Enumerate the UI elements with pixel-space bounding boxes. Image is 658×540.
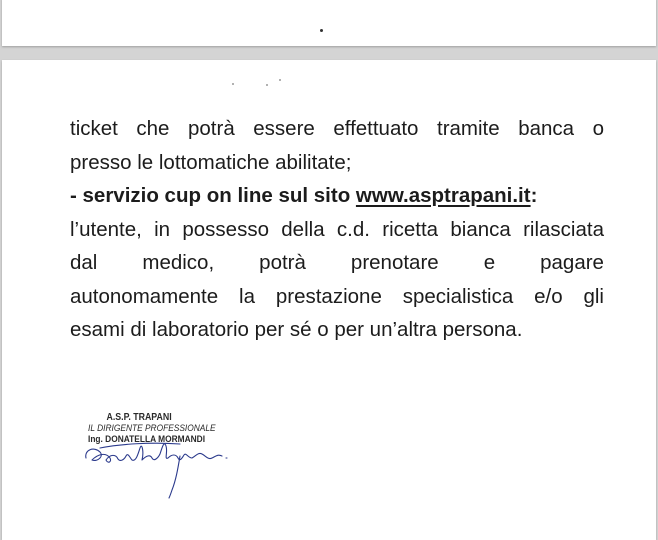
text-line-7: esami di laboratorio per sé o per un’altra persona. <box>70 318 523 341</box>
previous-page-bottom <box>2 0 656 46</box>
text-line-5 <box>70 246 604 280</box>
scan-speck <box>232 83 234 85</box>
colon: : <box>530 184 538 207</box>
word: potrà <box>259 251 306 274</box>
text-line-1: ticket che potrà essere effettuato tramite banca o <box>70 117 604 140</box>
word: e <box>483 251 496 274</box>
website-link[interactable]: www.asptrapani.it <box>355 184 531 207</box>
text-line-3 <box>70 179 604 213</box>
word: medico, <box>142 251 215 274</box>
body-paragraph <box>70 112 604 347</box>
scan-speck <box>279 79 281 81</box>
text-line-2: presso le lottomatiche abilitate; <box>70 150 352 174</box>
word: pagare <box>540 251 604 274</box>
word: dal <box>70 251 98 274</box>
stamp-name: Ing. DONATELLA MORMANDI <box>88 434 206 445</box>
word: prenotare <box>350 251 439 274</box>
service-heading: - servizio cup on line sul sito <box>70 184 351 207</box>
stamp-role: IL DIRIGENTE PROFESSIONALE <box>88 423 216 434</box>
scan-speck <box>266 84 268 86</box>
text-line-6: autonomamente la prestazione specialistica e/o gli <box>70 284 604 308</box>
ink-dot <box>320 29 323 32</box>
stamp-org: A.S.P. TRAPANI <box>106 412 172 423</box>
handwritten-signature <box>80 428 250 500</box>
text-line-4: l’utente, in possesso della c.d. ricetta bianca rilasciata <box>70 217 604 241</box>
